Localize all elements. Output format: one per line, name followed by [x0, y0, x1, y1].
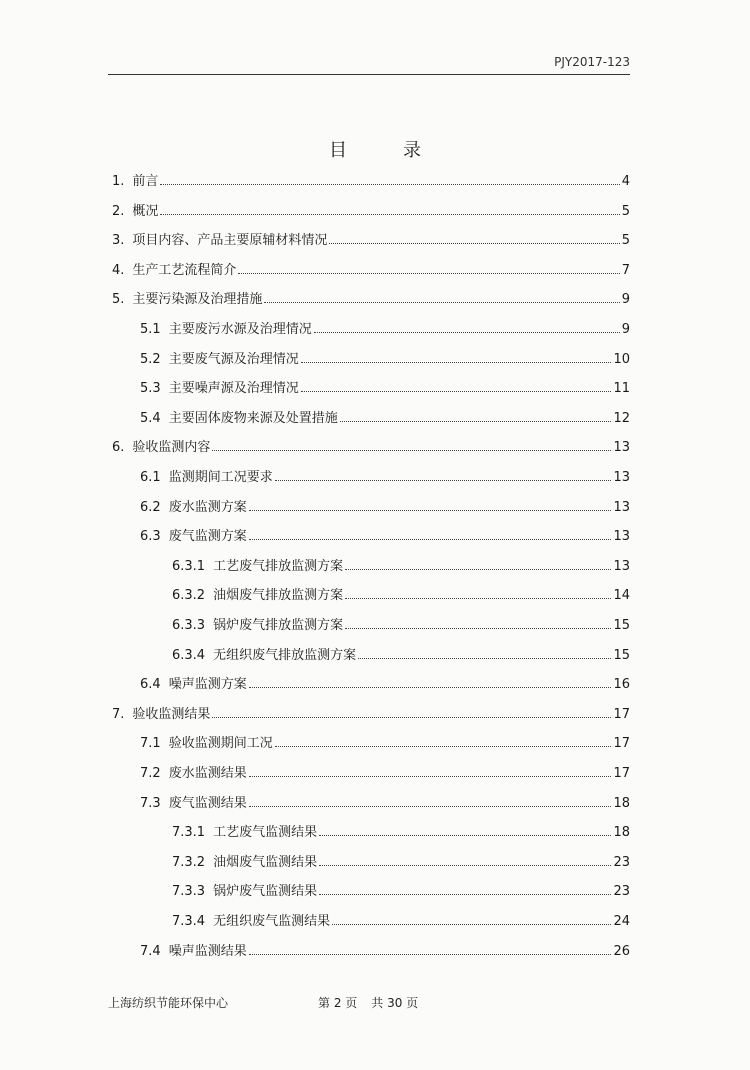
toc-entry-label: 废水监测结果 [168, 766, 247, 781]
toc-entry[interactable] [140, 379, 630, 399]
toc-entry-label: 主要噪声源及治理情况 [168, 381, 299, 397]
toc-entry-page: 18 [613, 825, 630, 841]
toc-entry-number: 7.3.1 [172, 825, 206, 841]
toc-entry-page: 13 [613, 470, 630, 485]
toc-dot-leader [249, 510, 612, 511]
toc-entry[interactable] [172, 882, 630, 902]
toc-entry-page: 9 [621, 292, 630, 308]
toc-entry-label: 废气监测方案 [168, 529, 247, 545]
toc-entry-label: 监测期间工况要求 [168, 470, 273, 485]
toc-entry-number: 6.3.2 [172, 588, 206, 604]
toc-entry[interactable] [140, 794, 630, 814]
toc-dot-leader [275, 480, 612, 481]
toc-entry-page: 13 [613, 529, 630, 545]
toc-entry-page: 17 [613, 736, 630, 752]
toc-entry-page: 11 [613, 381, 630, 397]
toc-entry-number: 7.1 [140, 736, 161, 752]
toc-entry-number: 6.3.1 [172, 558, 206, 574]
toc-entry[interactable] [140, 320, 630, 340]
toc-entry-number: 6.3.4 [172, 647, 206, 663]
toc-entry-number: 2. [112, 203, 125, 219]
toc-entry-page: 13 [613, 440, 630, 456]
toc-entry-number: 5.2 [140, 351, 161, 367]
toc-entry[interactable] [112, 705, 630, 725]
toc-entry-page: 12 [613, 410, 630, 426]
toc-entry-label: 概况 [132, 203, 159, 219]
toc-entry-label: 废气监测结果 [168, 795, 247, 811]
toc-entry-label: 验收监测期间工况 [168, 736, 273, 752]
toc-entry-label: 主要废污水源及治理情况 [168, 322, 312, 337]
footer-organization: 上海纺织节能环保中心 [108, 996, 229, 1010]
toc-entry-page: 7 [621, 262, 630, 278]
footer-page-info [318, 994, 432, 1011]
toc-entry[interactable] [112, 290, 630, 310]
toc-entry[interactable] [140, 764, 630, 784]
toc-entry-label: 主要固体废物来源及处置措施 [168, 410, 338, 426]
toc-entry[interactable] [172, 853, 630, 873]
footer-page-current: 第 2 页 [318, 996, 358, 1010]
toc-entry[interactable] [172, 646, 630, 666]
document-code: PJY2017-123 [554, 55, 630, 69]
toc-dot-leader [160, 184, 619, 185]
toc-entry-number: 6.3 [140, 529, 161, 545]
toc-dot-leader [301, 362, 612, 363]
toc-entry-page: 17 [613, 766, 630, 781]
toc-entry-number: 6.2 [140, 499, 161, 515]
toc-dot-leader [319, 865, 611, 866]
toc-entry-page: 15 [613, 618, 630, 633]
toc-entry[interactable] [172, 823, 630, 843]
toc-entry-page: 14 [613, 588, 630, 604]
toc-entry[interactable] [172, 586, 630, 606]
toc-entry-number: 4. [112, 262, 125, 278]
toc-entry-page: 15 [613, 647, 630, 663]
toc-entry[interactable] [172, 912, 630, 932]
toc-entry-page: 13 [613, 558, 630, 574]
toc-dot-leader [264, 302, 619, 303]
toc-entry-label: 噪声监测方案 [168, 677, 247, 693]
toc-dot-leader [345, 598, 611, 599]
toc-entry-label: 锅炉废气监测结果 [213, 884, 318, 900]
toc-dot-leader [319, 835, 611, 836]
toc-entry-page: 23 [613, 854, 630, 870]
toc-entry-label: 油烟废气排放监测方案 [213, 588, 344, 604]
toc-entry-number: 6. [112, 440, 125, 456]
toc-entry[interactable] [140, 498, 630, 518]
toc-dot-leader [212, 450, 611, 451]
toc-entry-page: 10 [613, 351, 630, 367]
toc-entry-page: 16 [613, 677, 630, 693]
toc-dot-leader [345, 569, 611, 570]
toc-entry-page: 18 [613, 795, 630, 811]
toc-entry-number: 5.3 [140, 381, 161, 397]
toc-entry-label: 项目内容、产品主要原辅材料情况 [132, 233, 328, 249]
toc-dot-leader [238, 273, 619, 274]
toc-dot-leader [249, 954, 612, 955]
toc-dot-leader [249, 539, 612, 540]
toc-entry[interactable] [112, 438, 630, 458]
toc-entry-number: 5. [112, 292, 125, 308]
toc-dot-leader [314, 332, 620, 333]
toc-dot-leader [275, 746, 612, 747]
footer-page-total: 共 30 页 [371, 996, 419, 1010]
toc-entry[interactable] [140, 409, 630, 429]
toc-entry-number: 7.3 [140, 795, 161, 811]
toc-entry[interactable] [140, 942, 630, 962]
toc-entry-page: 24 [613, 914, 630, 929]
toc-entry-label: 噪声监测结果 [168, 943, 247, 959]
toc-entry-number: 7.2 [140, 766, 161, 781]
toc-title-char: 目 [329, 140, 347, 161]
toc-entry-label: 验收监测内容 [132, 440, 211, 456]
toc-dot-leader [329, 243, 619, 244]
toc-dot-leader [249, 687, 612, 688]
toc-entry[interactable] [140, 468, 630, 488]
toc-dot-leader [340, 421, 612, 422]
toc-entry-page: 23 [613, 884, 630, 900]
toc-dot-leader [249, 776, 612, 777]
toc-entry[interactable] [112, 231, 630, 251]
toc-entry[interactable] [140, 350, 630, 370]
toc-entry-number: 5.4 [140, 410, 161, 426]
toc-entry-number: 7.3.3 [172, 884, 206, 900]
toc-entry-page: 5 [621, 233, 630, 249]
toc-entry-label: 验收监测结果 [132, 706, 211, 722]
toc-entry[interactable] [112, 172, 630, 192]
toc-entry-label: 前言 [132, 174, 159, 189]
toc-entry-number: 6.4 [140, 677, 161, 693]
toc-entry[interactable] [112, 202, 630, 222]
toc-title [0, 136, 750, 162]
toc-dot-leader [301, 391, 612, 392]
toc-entry-label: 工艺废气监测结果 [213, 825, 318, 841]
toc-entry-number: 6.3.3 [172, 618, 206, 633]
toc-dot-leader [332, 924, 611, 925]
toc-dot-leader [345, 628, 611, 629]
toc-dot-leader [249, 806, 612, 807]
toc-entry-label: 锅炉废气排放监测方案 [213, 618, 344, 633]
toc-entry-number: 7. [112, 706, 125, 722]
toc-entry-label: 主要污染源及治理措施 [132, 292, 263, 308]
toc-entry-number: 6.1 [140, 470, 161, 485]
toc-entry-page: 26 [613, 943, 630, 959]
toc-dot-leader [319, 894, 611, 895]
toc-entry[interactable] [172, 557, 630, 577]
toc-entry-number: 7.3.2 [172, 854, 206, 870]
toc-entry-number: 7.4 [140, 943, 161, 959]
toc-entry-number: 3. [112, 233, 125, 249]
toc-dot-leader [358, 658, 611, 659]
toc-entry-label: 生产工艺流程简介 [132, 262, 237, 278]
toc-entry-number: 1. [112, 174, 125, 189]
toc-entry[interactable] [140, 734, 630, 754]
toc-entry-page: 17 [613, 706, 630, 722]
toc-entry-page: 5 [621, 203, 630, 219]
toc-dot-leader [160, 214, 619, 215]
toc-entry-number: 7.3.4 [172, 914, 206, 929]
toc-entry-number: 5.1 [140, 322, 161, 337]
toc-entry-page: 9 [621, 322, 630, 337]
toc-title-char: 录 [403, 140, 421, 161]
toc-entry-label: 油烟废气监测结果 [213, 854, 318, 870]
toc-entry-page: 13 [613, 499, 630, 515]
toc-entry-label: 无组织废气排放监测方案 [213, 647, 357, 663]
toc-entry-page: 4 [621, 174, 630, 189]
toc-entry[interactable] [140, 675, 630, 695]
toc-dot-leader [212, 717, 611, 718]
toc-entry-label: 工艺废气排放监测方案 [213, 558, 344, 574]
toc-entry-label: 废水监测方案 [168, 499, 247, 515]
toc-entry[interactable] [172, 616, 630, 636]
toc-entry[interactable] [112, 261, 630, 281]
toc-entry-label: 无组织废气监测结果 [213, 914, 331, 929]
toc-entry[interactable] [140, 527, 630, 547]
toc-entry-label: 主要废气源及治理情况 [168, 351, 299, 367]
header-divider [108, 74, 630, 75]
